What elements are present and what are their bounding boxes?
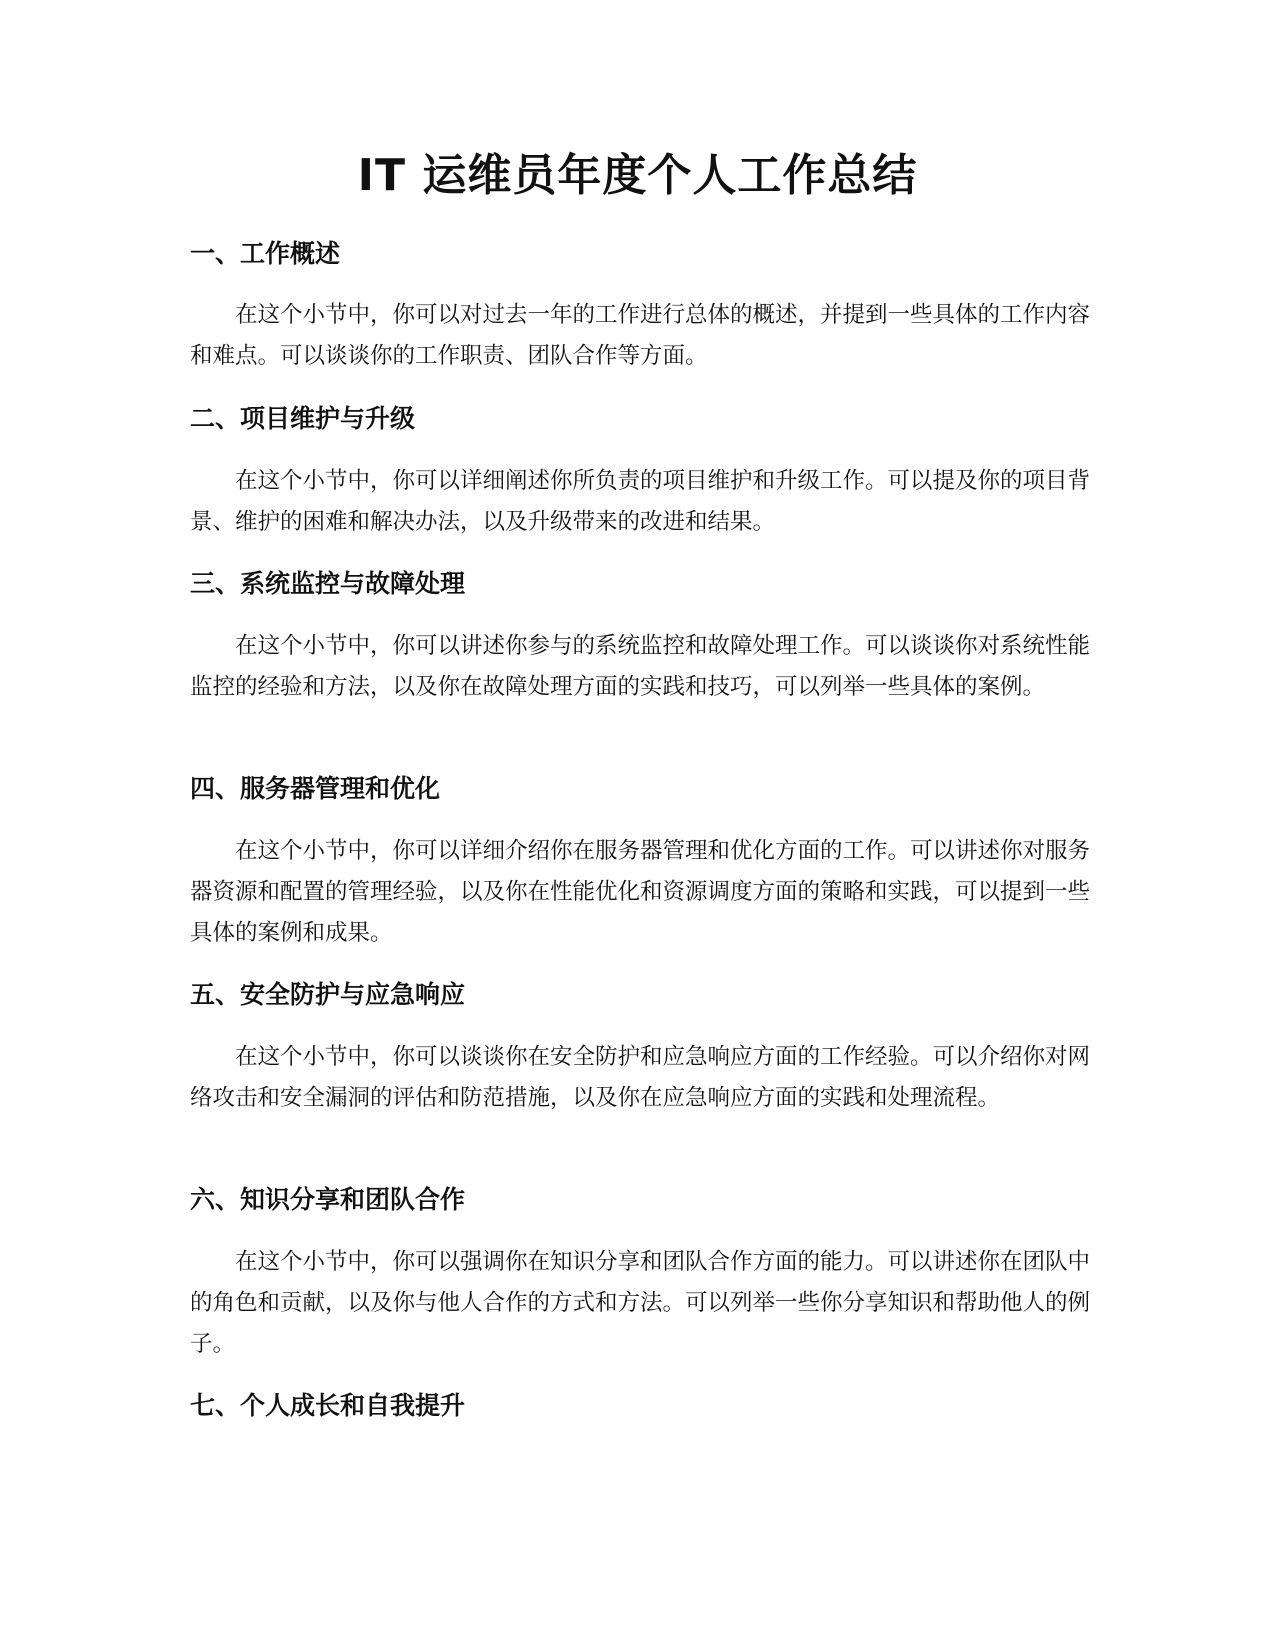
section-body-6: 在这个小节中，你可以强调你在知识分享和团队合作方面的能力。可以讲述你在团队中的角色和贡献，以及你与他人合作的方式和方法。可以列举一些你分享知识和帮助他人的例子。	[190, 1249, 1091, 1357]
section-heading-7: 七、个人成长和自我提升	[190, 1391, 466, 1420]
page-title: IT 运维员年度个人工作总结	[357, 150, 918, 201]
section-body-4: 在这个小节中，你可以详细介绍你在服务器管理和优化方面的工作。可以讲述你对服务器资源和配置的管理经验，以及你在性能优化和资源调度方面的策略和实践，可以提到一些具体的案例和成果。	[190, 838, 1091, 946]
section-heading-1: 一、工作概述	[190, 239, 341, 268]
section-heading-2: 二、项目维护与升级	[190, 404, 416, 433]
section-heading-3: 三、系统监控与故障处理	[190, 569, 466, 598]
section-body-1: 在这个小节中，你可以对过去一年的工作进行总体的概述，并提到一些具体的工作内容和难点。可以谈谈你的工作职责、团队合作等方面。	[190, 302, 1091, 369]
section-body-3: 在这个小节中，你可以讲述你参与的系统监控和故障处理工作。可以谈谈你对系统性能监控的经验和方法，以及你在故障处理方面的实践和技巧，可以列举一些具体的案例。	[190, 633, 1091, 700]
section-heading-4: 四、服务器管理和优化	[190, 774, 441, 803]
section-body-5: 在这个小节中，你可以谈谈你在安全防护和应急响应方面的工作经验。可以介绍你对网络攻击和安全漏洞的评估和防范措施，以及你在应急响应方面的实践和处理流程。	[190, 1044, 1091, 1111]
section-body-2: 在这个小节中，你可以详细阐述你所负责的项目维护和升级工作。可以提及你的项目背景、维护的困难和解决办法，以及升级带来的改进和结果。	[190, 468, 1091, 535]
section-heading-5: 五、安全防护与应急响应	[190, 980, 466, 1009]
section-heading-6: 六、知识分享和团队合作	[190, 1185, 466, 1214]
